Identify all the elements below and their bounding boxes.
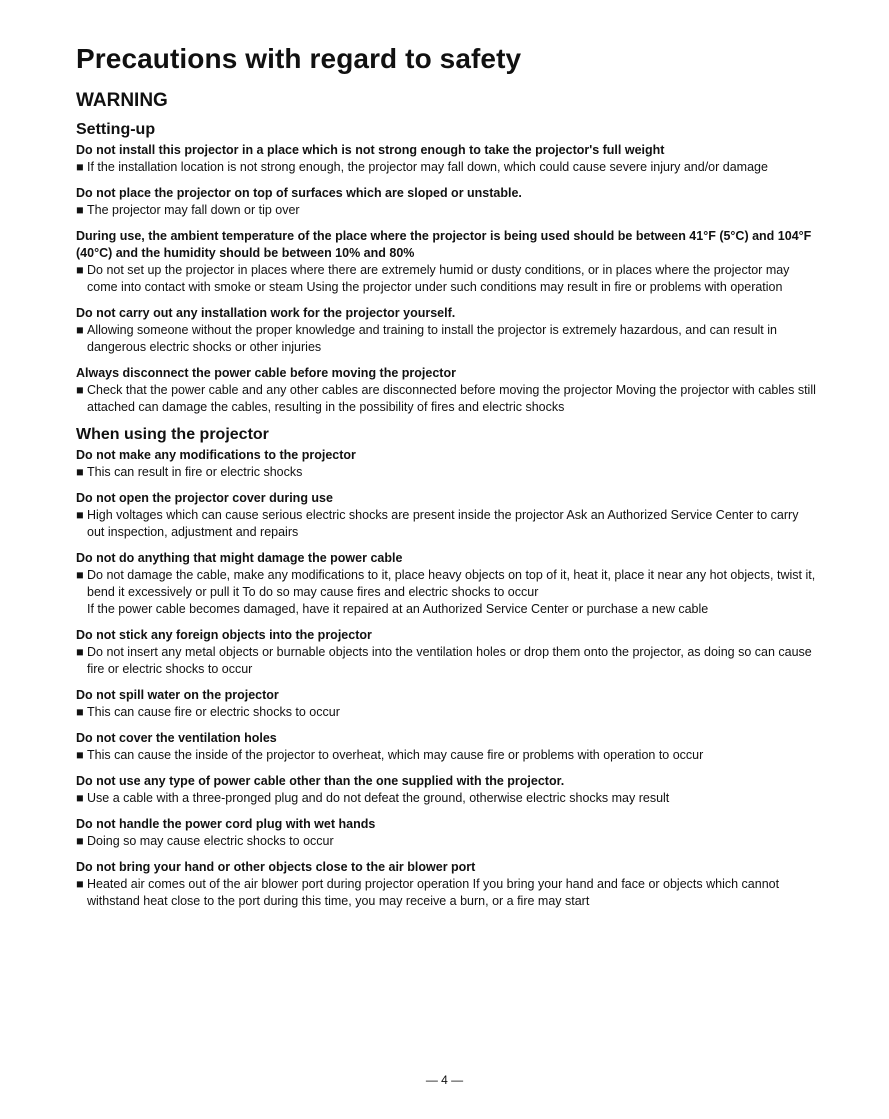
precaution-item — [76, 550, 816, 618]
precaution-heading: Do not spill water on the projector — [76, 688, 279, 702]
precaution-text: Do not set up the projector in places where there are extremely humid or dusty conditions, or in places where the projector may come into contact with smoke or steam Using the projector under such conditions may result in fire or problems with operation — [87, 263, 790, 294]
bullet-icon: ■ — [76, 705, 84, 719]
page-title: Precautions with regard to safety — [76, 43, 522, 74]
precaution-bullet — [76, 202, 816, 219]
precaution-item — [76, 816, 816, 850]
precaution-item — [76, 859, 816, 910]
precaution-heading: Do not place the projector on top of surfaces which are sloped or unstable. — [76, 186, 522, 200]
section-heading: Setting-up — [76, 121, 156, 138]
precaution-heading: Do not open the projector cover during use — [76, 491, 333, 505]
bullet-icon: ■ — [76, 508, 84, 522]
bullet-icon: ■ — [76, 877, 84, 891]
precaution-text: This can cause fire or electric shocks to occur — [87, 705, 340, 719]
precaution-bullet — [76, 322, 816, 356]
bullet-icon: ■ — [76, 568, 84, 582]
section-heading: When using the projector — [76, 426, 269, 443]
precaution-heading: Do not use any type of power cable other than the one supplied with the projector. — [76, 774, 565, 788]
bullet-icon: ■ — [76, 383, 84, 397]
bullet-icon: ■ — [76, 465, 84, 479]
bullet-icon: ■ — [76, 791, 84, 805]
precaution-text: Heated air comes out of the air blower port during projector operation If you bring your hand and face or objects which cannot withstand heat close to the port during this time, you may receive a burn, or a fire may start — [87, 877, 780, 908]
precaution-text: High voltages which can cause serious electric shocks are present inside the projector Ask an Authorized Service Center to carry out inspection, adjustment and repairs — [87, 508, 799, 539]
precaution-text: Do not damage the cable, make any modifications to it, place heavy objects on top of it, heat it, place it near any hot objects, twist it, bend it excessively or pull it To do so may cause fires and electric shocks to occur — [87, 568, 816, 599]
precaution-text: The projector may fall down or tip over — [87, 203, 300, 217]
precaution-bullet — [76, 262, 816, 296]
precaution-item — [76, 773, 816, 807]
precaution-heading: During use, the ambient temperature of the place where the projector is being used should be between 41°F (5°C) and 104°F (40°C) and the humidity should be between 10% and 80% — [76, 229, 812, 260]
precaution-heading: Do not stick any foreign objects into the projector — [76, 628, 372, 642]
page-number: — 4 — — [425, 1073, 464, 1087]
precaution-item — [76, 687, 816, 721]
precaution-bullet — [76, 747, 816, 764]
precaution-bullet — [76, 159, 816, 176]
precautions-content — [76, 120, 816, 919]
precaution-heading: Do not bring your hand or other objects close to the air blower port — [76, 860, 476, 874]
precaution-bullet — [76, 876, 816, 910]
precaution-item — [76, 730, 816, 764]
precaution-item — [76, 142, 816, 176]
precaution-heading: Always disconnect the power cable before moving the projector — [76, 366, 456, 380]
precaution-bullet — [76, 644, 816, 678]
precaution-heading: Do not install this projector in a place which is not strong enough to take the projector's full weight — [76, 143, 665, 157]
section-setting-up — [76, 120, 816, 416]
precaution-item — [76, 305, 816, 356]
warning-heading: WARNING — [76, 90, 168, 111]
precaution-item — [76, 627, 816, 678]
bullet-icon: ■ — [76, 834, 84, 848]
precaution-bullet — [76, 507, 816, 541]
precaution-item — [76, 365, 816, 416]
precaution-heading: Do not carry out any installation work for the projector yourself. — [76, 306, 456, 320]
precaution-item — [76, 447, 816, 481]
precaution-text: If the installation location is not strong enough, the projector may fall down, which could cause severe injury and/or damage — [87, 160, 768, 174]
precaution-text: Do not insert any metal objects or burnable objects into the ventilation holes or drop them onto the projector, as doing so can cause fire or electric shocks to occur — [87, 645, 812, 676]
precaution-bullet — [76, 382, 816, 416]
precaution-text: Doing so may cause electric shocks to occur — [87, 834, 334, 848]
bullet-icon: ■ — [76, 160, 84, 174]
precaution-item — [76, 228, 816, 296]
precaution-item — [76, 490, 816, 541]
bullet-icon: ■ — [76, 645, 84, 659]
precaution-heading: Do not make any modifications to the projector — [76, 448, 356, 462]
section-when-using — [76, 425, 816, 910]
bullet-icon: ■ — [76, 323, 84, 337]
precaution-bullet — [76, 464, 816, 481]
precaution-bullet — [76, 704, 816, 721]
precaution-item — [76, 185, 816, 219]
precaution-text: Check that the power cable and any other cables are disconnected before moving the projector Moving the projector with cables still attached can damage the cables, resulting in the possibility of fires and electric shocks — [87, 383, 816, 414]
bullet-icon: ■ — [76, 263, 84, 277]
precaution-extra-text: If the power cable becomes damaged, have it repaired at an Authorized Service Center or purchase a new cable — [87, 602, 709, 616]
precaution-bullet — [76, 567, 816, 601]
bullet-icon: ■ — [76, 203, 84, 217]
precaution-heading: Do not do anything that might damage the power cable — [76, 551, 403, 565]
precaution-text: This can result in fire or electric shocks — [87, 465, 303, 479]
precaution-text: Allowing someone without the proper knowledge and training to install the projector is extremely hazardous, and can result in dangerous electric shocks or other injuries — [87, 323, 777, 354]
precaution-heading: Do not cover the ventilation holes — [76, 731, 277, 745]
precaution-heading: Do not handle the power cord plug with wet hands — [76, 817, 376, 831]
bullet-icon: ■ — [76, 748, 84, 762]
precaution-text: Use a cable with a three-pronged plug and do not defeat the ground, otherwise electric shocks may result — [87, 791, 670, 805]
precaution-bullet — [76, 833, 816, 850]
precaution-bullet — [76, 790, 816, 807]
precaution-text: This can cause the inside of the projector to overheat, which may cause fire or problems with operation to occur — [87, 748, 704, 762]
